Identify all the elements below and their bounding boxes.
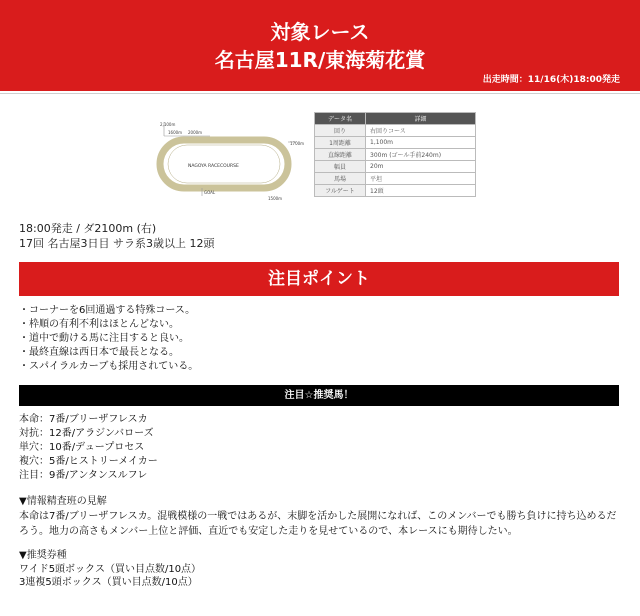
point-item: ・最終直線は西日本で最長となる。 — [19, 347, 179, 358]
spec-value: 20m — [366, 161, 476, 173]
pick-item: 注目：9番/アンタンスルフレ — [19, 470, 148, 481]
pick-item: 複穴：5番/ヒストリーメイカー — [19, 456, 158, 467]
course-name: NAGOYA RACECOURSE — [188, 164, 239, 169]
spec-header-value: 詳細 — [366, 113, 476, 125]
spec-key: フルゲート — [315, 185, 366, 197]
spec-value: 1,100m — [366, 137, 476, 149]
spec-key: 回り — [315, 125, 366, 137]
point-item: ・コーナーを6回通過する特殊コース。 — [19, 305, 196, 316]
pick-list — [19, 413, 158, 483]
course-label-start: 2,100m — [160, 122, 176, 127]
course-label-1500: 1500m — [268, 196, 283, 201]
spec-row — [315, 149, 476, 161]
spec-row — [315, 161, 476, 173]
analysis-text: 本命は7番/ブリーザフレスカ。混戦模様の一戦ではあるが、末脚を活かした展開になれば、このメンバーでも勝ち負けに持ち込めるだろう。地力の高さもメンバー上位と評価、直近でも安定した走りを見せているので、本レースにも期待したい。 — [19, 511, 617, 537]
course-label-2000: 2000m — [188, 130, 203, 135]
spec-row — [315, 125, 476, 137]
header-title: 対象レース — [270, 20, 370, 44]
recommend-section-title: 注目☆推奨馬！ — [19, 385, 619, 406]
course-label-1700: 1700m — [290, 141, 305, 146]
point-section-title: 注目ポイント — [19, 262, 619, 296]
pick-item: 対抗：12番/アラジンバローズ — [19, 428, 154, 439]
race-name: 名古屋11R/東海菊花賞 — [214, 48, 426, 72]
spec-key: 幅員 — [315, 161, 366, 173]
start-time: 出走時間：11/16(木)18:00発走 — [482, 75, 620, 85]
spec-key: 1周距離 — [315, 137, 366, 149]
point-item: ・道中で動ける馬に注目すると良い。 — [19, 333, 189, 344]
point-item: ・枠順の有利不利はほとんどない。 — [19, 319, 179, 330]
spec-value: 平坦 — [366, 173, 476, 185]
course-spec-table — [314, 112, 476, 197]
point-item: ・スパイラルカーブも採用されている。 — [19, 361, 199, 372]
pick-item: 本命：7番/ブリーザフレスカ — [19, 414, 148, 425]
analysis-title: ▼情報精査班の見解 — [19, 496, 107, 507]
spec-key: 直線距離 — [315, 149, 366, 161]
bet-item: ワイド5頭ボックス（買い目点数/10点） — [19, 564, 202, 575]
spec-row — [315, 173, 476, 185]
course-label-goal: GOAL — [204, 190, 216, 195]
race-header — [0, 0, 640, 91]
bet-list — [19, 563, 201, 589]
spec-value: 300m (ゴール手前240m) — [366, 149, 476, 161]
course-label-1600: 1600m — [168, 130, 183, 135]
spec-value: 12頭 — [366, 185, 476, 197]
spec-row — [315, 185, 476, 197]
bet-title: ▼推奨券種 — [19, 550, 67, 561]
race-info — [19, 221, 214, 251]
course-map — [150, 112, 310, 208]
spec-header-key: データ名 — [315, 113, 366, 125]
spec-row — [315, 137, 476, 149]
spec-value: 右回りコース — [366, 125, 476, 137]
header-divider — [0, 93, 640, 94]
race-info-line2: 17回 名古屋3日目 サラ系3歳以上 12頭 — [19, 237, 215, 250]
pick-item: 単穴：10番/デュープロセス — [19, 442, 145, 453]
bet-item: 3連複5頭ボックス（買い目点数/10点） — [19, 577, 198, 588]
point-list — [19, 304, 198, 374]
race-info-line1: 18:00発走 / ダ2100m (右) — [19, 222, 157, 235]
spec-table-header — [315, 113, 476, 125]
spec-key: 馬場 — [315, 173, 366, 185]
